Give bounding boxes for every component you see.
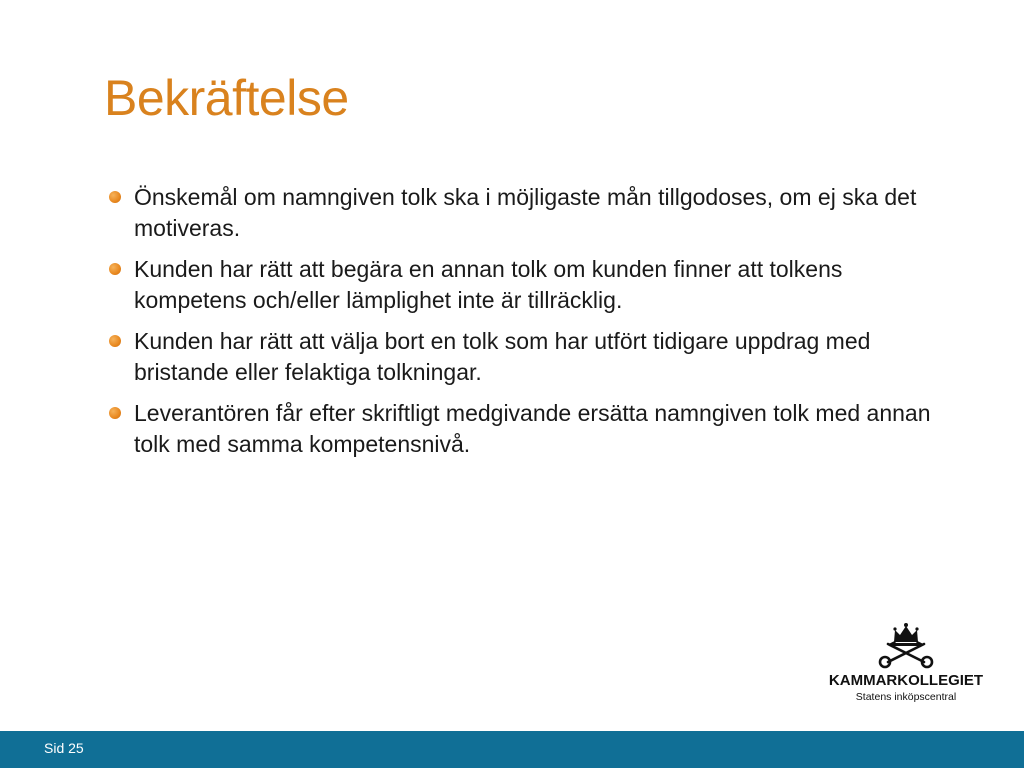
bullet-dot-icon	[109, 335, 121, 347]
bullet-text: Kunden har rätt att begära en annan tolk om kunden finner att tolkens kompetens och/eller lämplighet inte är tillräcklig.	[134, 256, 843, 313]
bullet-text: Önskemål om namngiven tolk ska i möjligaste mån tillgodoses, om ej ska det motiveras.	[134, 184, 917, 241]
bullet-text: Kunden har rätt att välja bort en tolk som har utfört tidigare uppdrag med bristande eller felaktiga tolkningar.	[134, 328, 871, 385]
bullet-list	[108, 182, 948, 470]
bullet-text: Leverantören får efter skriftligt medgivande ersätta namngiven tolk med annan tolk med samma kompetensnivå.	[134, 400, 931, 457]
logo-tagline: Statens inköpscentral	[855, 691, 957, 703]
bullet-item	[108, 398, 948, 460]
bullet-item	[108, 254, 948, 316]
logo-name: KAMMARKOLLEGIET	[828, 672, 984, 689]
slide-title: Bekräftelse	[104, 70, 349, 126]
page-number: Sid 25	[44, 740, 84, 756]
crown-keys-icon	[876, 622, 936, 672]
bullet-item	[108, 182, 948, 244]
bullet-dot-icon	[109, 407, 121, 419]
bullet-dot-icon	[109, 263, 121, 275]
kammarkollegiet-logo	[824, 622, 988, 706]
bullet-dot-icon	[109, 191, 121, 203]
bullet-item	[108, 326, 948, 388]
footer-bar	[0, 731, 1024, 768]
